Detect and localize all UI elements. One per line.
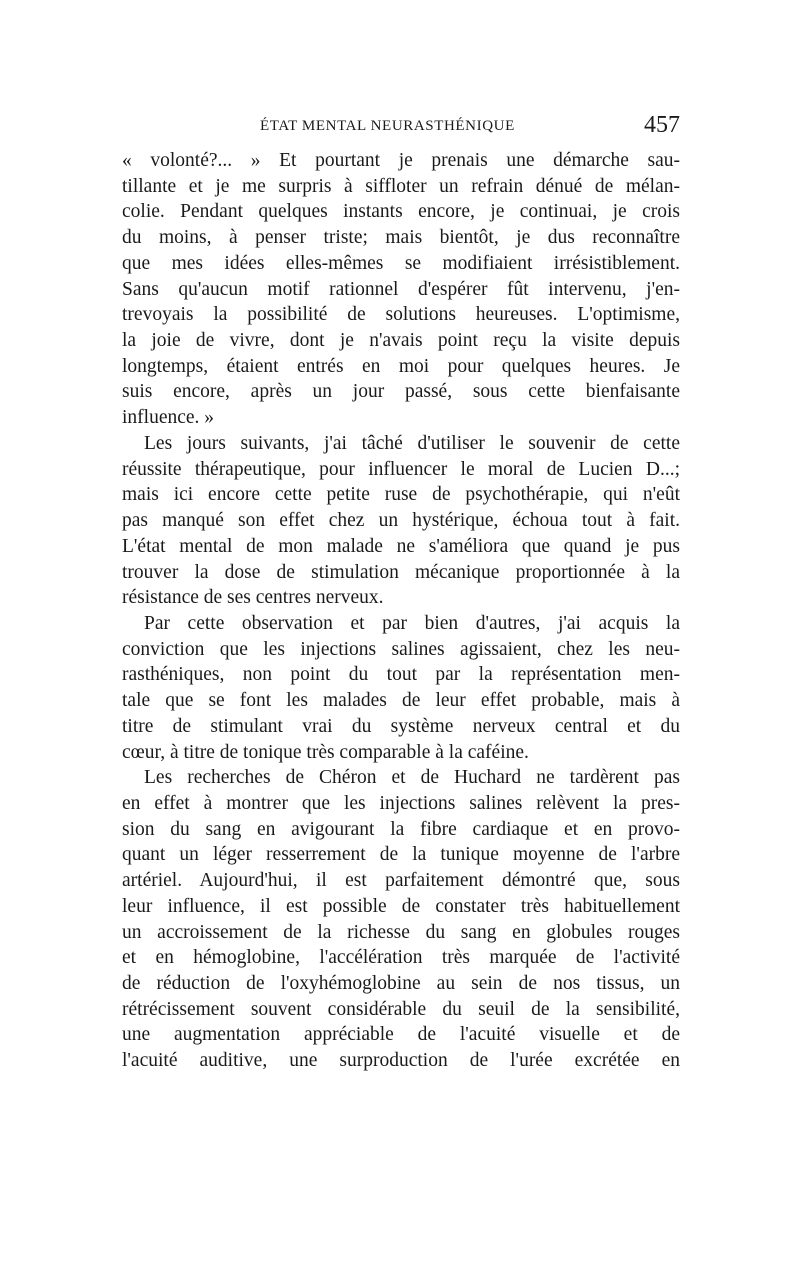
text-line: trouver la dose de stimulation mécanique proportionnée à la <box>122 561 680 583</box>
text-line: et en hémoglobine, l'accélération très marquée de l'activité <box>122 947 680 969</box>
text-line: colie. Pendant quelques instants encore, je continuai, je crois <box>122 201 680 223</box>
text-line: leur influence, il est possible de constater très habituellement <box>122 895 680 917</box>
text-line: que mes idées elles-mêmes se modifiaient irrésistiblement. <box>122 252 680 274</box>
text-line: l'acuité auditive, une surproduction de l'urée excrétée en <box>122 1050 680 1072</box>
running-head <box>122 112 680 142</box>
text-line: sion du sang en avigourant la fibre cardiaque et en provo- <box>122 818 680 840</box>
body-text <box>122 148 680 1074</box>
text-line: Sans qu'aucun motif rationnel d'espérer fût intervenu, j'en- <box>122 278 680 300</box>
text-line: Les jours suivants, j'ai tâché d'utiliser le souvenir de cette <box>144 432 680 454</box>
text-line: du moins, à penser triste; mais bientôt, je dus reconnaître <box>122 227 680 249</box>
text-line: pas manqué son effet chez un hystérique, échoua tout à fait. <box>122 510 680 532</box>
text-line: une augmentation appréciable de l'acuité visuelle et de <box>122 1024 680 1046</box>
page-number: 457 <box>644 112 680 138</box>
text-line: un accroissement de la richesse du sang en globules rouges <box>122 921 680 943</box>
running-title: ÉTAT MENTAL NEURASTHÉNIQUE <box>260 118 515 134</box>
text-line: « volonté?... » Et pourtant je prenais une démarche sau- <box>122 150 680 171</box>
text-line: rasthéniques, non point du tout par la représentation men- <box>122 664 680 686</box>
text-line: la joie de vivre, dont je n'avais point reçu la visite depuis <box>122 330 680 352</box>
text-line: résistance de ses centres nerveux. <box>122 587 384 609</box>
text-line: Les recherches de Chéron et de Huchard ne tardèrent pas <box>144 767 680 789</box>
text-line: titre de stimulant vrai du système nerveux central et du <box>122 715 680 737</box>
text-line: tale que se font les malades de leur effet probable, mais à <box>122 690 680 712</box>
text-line: longtemps, étaient entrés en moi pour quelques heures. Je <box>122 355 680 377</box>
text-line: quant un léger resserrement de la tunique moyenne de l'arbre <box>122 844 680 866</box>
text-line: réussite thérapeutique, pour influencer le moral de Lucien D...; <box>122 458 680 480</box>
text-line: mais ici encore cette petite ruse de psychothérapie, qui n'eût <box>122 484 680 506</box>
text-line: Par cette observation et par bien d'autres, j'ai acquis la <box>144 612 680 634</box>
text-line: cœur, à titre de tonique très comparable à la caféine. <box>122 741 529 763</box>
text-line: de réduction de l'oxyhémoglobine au sein de nos tissus, un <box>122 973 680 994</box>
text-line: en effet à montrer que les injections salines relèvent la pres- <box>122 792 680 814</box>
text-line: artériel. Aujourd'hui, il est parfaitement démontré que, sous <box>122 870 680 892</box>
text-line: rétrécissement souvent considérable du seuil de la sensibilité, <box>122 998 680 1020</box>
text-line: trevoyais la possibilité de solutions heureuses. L'optimisme, <box>122 304 680 326</box>
text-line: conviction que les injections salines agissaient, chez les neu- <box>122 638 680 660</box>
text-line: tillante et je me surpris à siffloter un refrain dénué de mélan- <box>122 175 680 197</box>
text-line: influence. » <box>122 407 215 429</box>
text-line: suis encore, après un jour passé, sous cette bienfaisante <box>122 381 680 403</box>
text-line: L'état mental de mon malade ne s'améliora que quand je pus <box>122 535 680 557</box>
